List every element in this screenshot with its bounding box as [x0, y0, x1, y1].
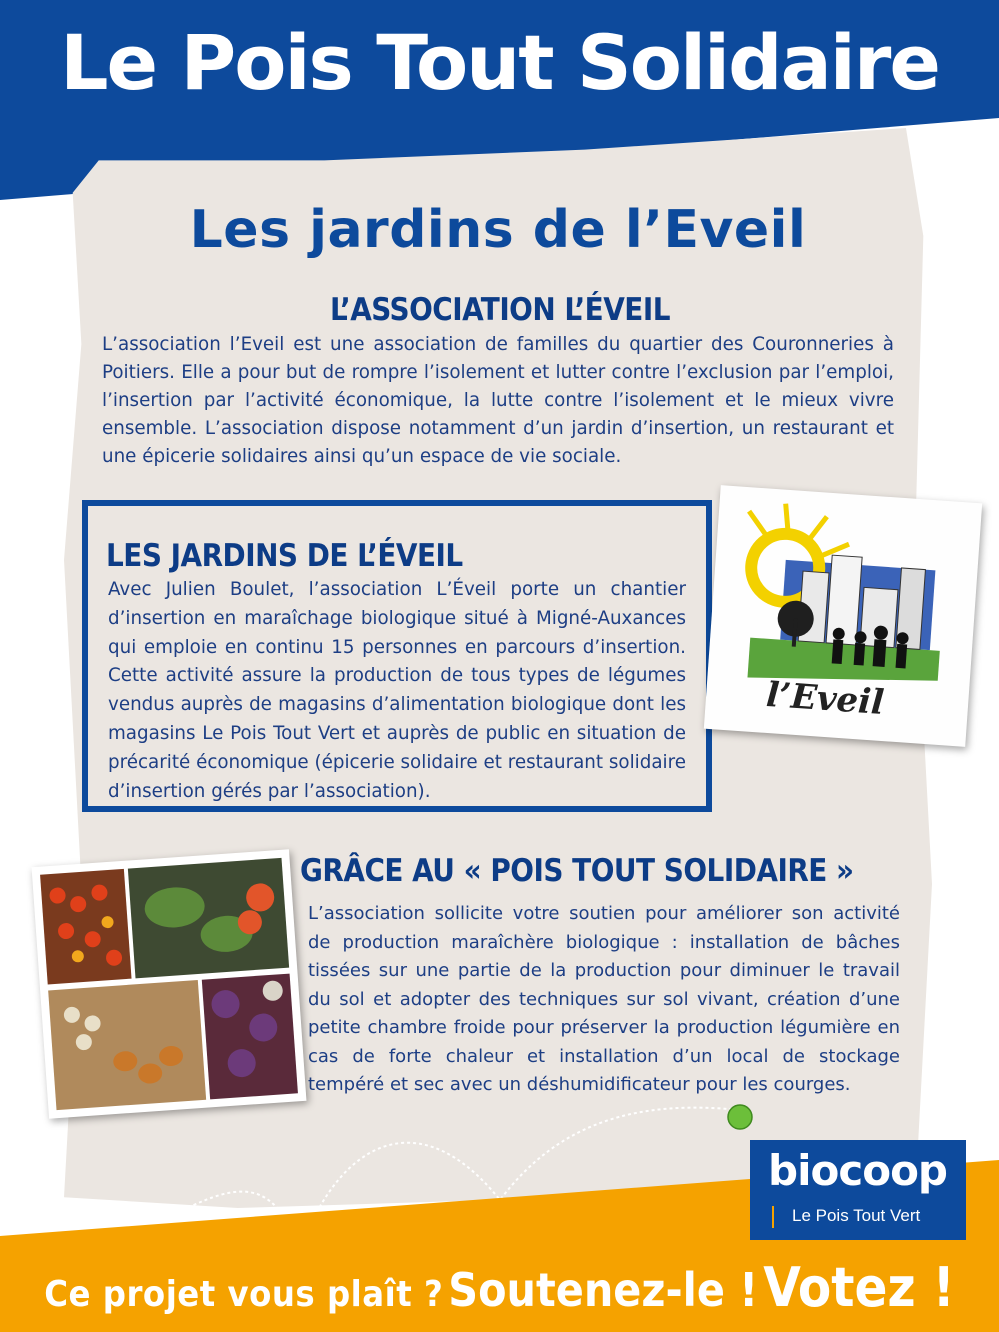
vegetables-photo-collage	[32, 849, 307, 1118]
cta-support: Soutenez-le !	[448, 1263, 759, 1317]
jardins-text: Avec Julien Boulet, l’association L’Éveil porte un chantier d’insertion en maraîchage biologique situé à Migné-Auxances qui emploie en continu 15 personnes en parcours d’insertion. Cette activité assure la production de tous types de légumes vendus auprès de magasins d’alimentation biologique dont les magasins Le Pois Tout Vert et auprès de public en situation de précarité économique (épicerie solidaire et restaurant solidaire d’insertion gérés par l’association).	[108, 579, 686, 802]
cta-question: Ce projet vous plaît ?	[44, 1274, 444, 1315]
grace-text: L’association sollicite votre soutien pour améliorer son activité de production maraîchère biologique : installation de bâches tissées sur une partie de la production pour diminuer le travail du sol et adopter des techniques sur sol vivant, création d’une petite chambre froide pour préserver la production légumière en cas de forte chaleur et installation d’un local de stockage tempéré et sec avec un déshumidificateur pour les courges.	[308, 903, 900, 1095]
biocoop-divider	[772, 1206, 774, 1228]
cta-vote: Votez !	[763, 1256, 955, 1319]
jardins-heading: LES JARDINS DE L’ÉVEIL	[106, 538, 463, 574]
eveil-logo-word: l’Eveil	[764, 674, 886, 724]
project-title: Les jardins de l’Eveil	[189, 200, 807, 260]
call-to-action	[0, 1256, 999, 1319]
association-text: L’association l’Eveil est une association de familles du quartier des Couronneries à Poitiers. Elle a pour but de rompre l’isolement et lutter contre l’exclusion par l’emploi, l’insertion par l’activité économique, la lutte contre l’isolement et le mieux vivre ensemble. L’association dispose notamment d’un jardin d’insertion, un restaurant et une épicerie solidaires ainsi qu’un espace de vie sociale.	[102, 334, 894, 467]
biocoop-brand: biocoop	[768, 1146, 947, 1195]
grace-heading: GRÂCE AU « POIS TOUT SOLIDAIRE »	[300, 853, 854, 889]
poster-title: Le Pois Tout Solidaire	[60, 18, 939, 107]
vegetables-photos	[32, 849, 307, 1118]
biocoop-logo	[750, 1140, 966, 1240]
association-heading: L’ASSOCIATION L’ÉVEIL	[329, 292, 671, 328]
eveil-logo-card	[704, 485, 982, 747]
biocoop-store-name: Le Pois Tout Vert	[792, 1206, 921, 1225]
